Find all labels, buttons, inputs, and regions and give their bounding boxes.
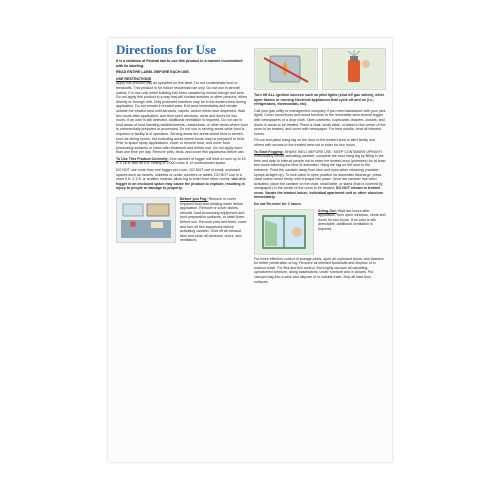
page-title: Directions for Use: [116, 42, 216, 57]
hang-tag-text: Fill out and place hang tag on the door to the treated area to alert family and others with access to the treated area not to enter for two hours.: [254, 138, 376, 147]
before-fog-row: [116, 197, 248, 243]
correct-use-text-2: DO NOT use more than one fogger per room. DO NOT use in small, enclosed spaces such as closets, cabinets or under counters or tables. DO NOT use in a room 5 ft. X 5 ft. or smaller, instead, allow fog to enter from other rooms.: [116, 168, 242, 182]
open-window-illustration: [254, 209, 314, 255]
correct-use-text: One canister of fogger will treat a room up to 16 ft. x 16 ft. with an 8 ft. ceiling or 2,000 cubic ft. of unobstructed space.: [116, 156, 246, 166]
correct-use-paragraph-2: [116, 168, 248, 191]
airing-out-row: [254, 209, 386, 255]
airing-out-heading: Airing Out:: [318, 208, 337, 213]
start-fogging-heading: To Start Fogging:: [254, 149, 284, 154]
reenter-notice: Do not Re-enter for 2 hours.: [254, 202, 302, 207]
explosion-warning: Use of a fogger in an enclosed space may cause the product to explode, resulting in injury to people or damage to property.: [116, 177, 246, 191]
pilot-light-illustration: [254, 48, 318, 90]
ignition-text: Call your gas utility or management company if you need assistance with your pilot lights. Cover wood floors and wood furniture in the immediate area around fogger with newspapers or a drop cloth. Open cabinets, cupboards, drawers, closets, and doors in areas to be treated. Place a chair, small table, or stand in the center of the room to be treated, and cover with newspaper. For best results, treat all infested rooms.: [254, 108, 386, 136]
correct-use-heading: To Use This Product Correctly:: [116, 156, 169, 161]
before-fog-text-block: [180, 197, 248, 243]
federal-law-notice: It is a violation of Federal law to use this product in a manner inconsistent with its labeling.: [116, 59, 243, 68]
airing-out-text-block: [318, 209, 386, 255]
before-fog-heading: Before you Fog:: [180, 197, 208, 202]
ignition-warning: Turn off ALL ignition sources such as pilot lights (shut off gas valves), other open flames or running electrical appliances that cycle off and on (i.e., refrigerators, thermostats, etc).: [254, 93, 385, 107]
use-restrictions-heading: USE RESTRICTIONS: [116, 76, 152, 81]
airing-out-text: Wait two hours after application, then open windows, vents and doors for two hours. If an odor is still detectable, additional ventilation is required.: [318, 208, 386, 232]
right-column: [254, 48, 386, 286]
start-fogging-paragraph: [254, 150, 386, 201]
icon-row: [254, 48, 386, 90]
before-fog-text: Remove or cover exposed food and drinking water before application. Remove or cover dishes, utensils, food processing equipment and food preparation surfaces, or wash them before use. Remove pets and birds, cover and turn off fish aquariums before activating canister. Shut off all exhaust fans and close all windows, doors, and ventilators.: [180, 197, 247, 243]
use-restrictions-text: Apply this product only as specified on this label. Do not contaminate food or feedstuffs. This product is for indoor residential use only. Do not use in aircraft cabins. For use only when building has been vacated by human beings and pets. Do not apply this product in a way that will contact workers or other persons, either directly or through drift. Only protected handlers may be in the treated area during application. Do not remain in treated area. Exit area immediately and remain outside the treated area until aerosols, vapors, and/or mists have dispersed. Wait two hours after application, and then open windows, vents and doors for two hours. If an odor is still detected, additional ventilation is required. Do not use in food areas of food handling establishments, restaurants, or other areas where food is commercially prepared or processed. Do not use in serving areas while food is exposed or facility is in operation. Serving areas are areas where food is served, such as dining rooms, but excluding areas where foods may be prepared or held. Prior to space spray applications, cover or remove food, and cover food processing surfaces or clean after treatment and before use. Do not apply more than one time per day. Remove pets, birds, and cover fish aquariums before use.: [116, 81, 248, 155]
fogger-activation-illustration: [322, 48, 386, 90]
kitchen-illustration: [116, 197, 176, 243]
correct-use-paragraph: [116, 157, 248, 166]
start-fogging-text: SHAKE WELL BEFORE USE. KEEP CONTAINER UPRIGHT. Immediately before activating canister, complete the door hang tag by filling in the time and date to instruct people not to enter the treated area (premises) for at least two hours following the time of activation. Hang the tag on the door to the entrance. Point the canister away from face and eyes when releasing (canister sprays straight up). To lock valve in open position for automatic discharge, press valve button down firmly, until it snaps into place. Once the canister has been activated, place the canister on the chair, small table, or stand (that is covered by newspaper) in the center of the room to be treated.: [254, 149, 386, 191]
storage-pests-text: For more effective control of storage pests, open all cupboard doors, and drawers for better penetration of fog. Remove all infested foodstuffs and dispose of in outdoor trash. For flea and tick control, thoroughly vacuum all carpeting, upholstered furniture, along baseboards, under furniture and in closets. Put vacuum bag into a sack and dispose of in outside trash. Mop all hard floor surfaces.: [254, 256, 384, 284]
label-panel: [108, 38, 392, 462]
vacate-warning: DO NOT remain in treated room. Vacate the treated house, individual apartment unit or other structure immediately.: [254, 186, 384, 200]
left-column: [116, 42, 248, 245]
read-label-notice: READ ENTIRE LABEL BEFORE EACH USE.: [116, 70, 190, 75]
